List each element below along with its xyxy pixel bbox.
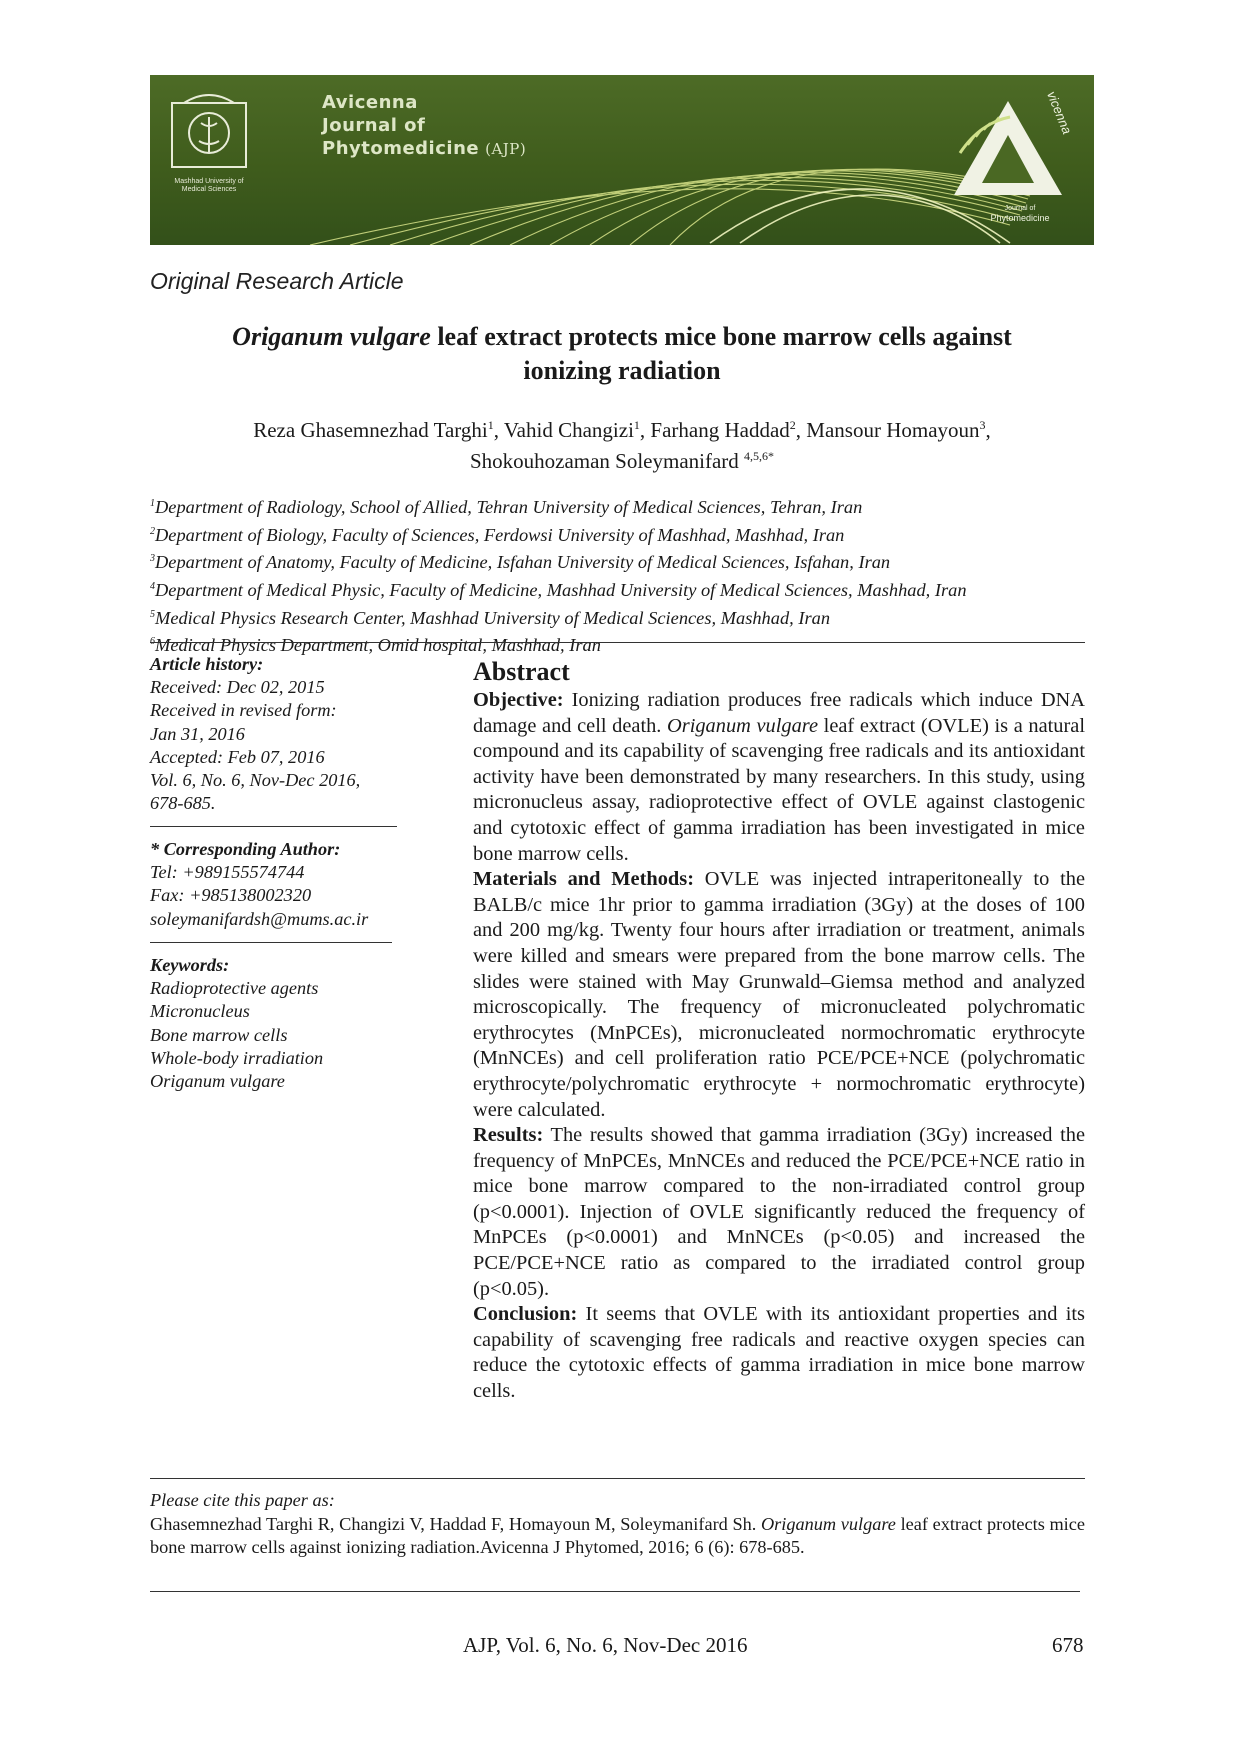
abstract-results xyxy=(473,1123,1085,1302)
journal-name-line3-text: Phytomedicine xyxy=(322,138,480,159)
history-heading: Article history: xyxy=(150,654,264,674)
title-line1-rest: leaf extract protects mice bone marrow cells against xyxy=(430,322,1012,351)
keyword-item: Bone marrow cells xyxy=(150,1024,288,1045)
keywords xyxy=(150,954,415,1093)
abstract-body xyxy=(473,688,1085,1405)
citation-text xyxy=(150,1513,1085,1559)
journal-logo-caption xyxy=(950,205,1090,223)
author-name: , Mansour Homayoun xyxy=(795,418,980,442)
corresponding-heading: * Corresponding Author: xyxy=(150,839,341,859)
abstract-objective xyxy=(473,688,1085,867)
history-line: 678-685. xyxy=(150,793,216,814)
affiliation-text: Department of Anatomy, Faculty of Medicine, Isfahan University of Medical Sciences, Isfahan, Iran xyxy=(155,552,891,573)
objective-label: Objective: xyxy=(473,689,564,711)
keywords-heading: Keywords: xyxy=(150,955,230,975)
author-name: Shokouhozaman Soleymanifard xyxy=(469,449,745,473)
author-name: Reza Ghasemnezhad Targhi xyxy=(253,418,488,442)
affiliation-item xyxy=(150,547,1094,575)
corresponding-author xyxy=(150,838,415,931)
results-text: The results showed that gamma irradiation (3Gy) increased the frequency of MnPCEs, MnNCEs and reduced the PCE/PCE+NCE ratio in mice bone marrow compared to the non-irradiated control group (p<0.0001). Injection of OVLE significantly reduced the frequency of MnPCEs (p<0.0001) and MnNCEs (p<0.05) and increased the PCE/PCE+NCE ratio as compared to the irradiated control group (p<0.05). xyxy=(473,1124,1085,1300)
page-number: 678 xyxy=(1052,1633,1084,1657)
author-name: , Farhang Haddad xyxy=(639,418,790,442)
citation-authors: Ghasemnezhad Targhi R, Changizi V, Haddad F, Homayoun M, Soleymanifard Sh. xyxy=(150,1514,761,1534)
affiliation-number: 3 xyxy=(150,553,155,565)
article-type: Original Research Article xyxy=(150,268,404,294)
journal-logo-arc-text: vicenna xyxy=(1044,89,1075,137)
results-label: Results: xyxy=(473,1124,544,1147)
citation-rest: leaf extract protects mice bone marrow cells against ionizing radiation.Avicenna J Phytomed, 2016; 6 (6): 678-685. xyxy=(150,1514,1085,1557)
citation-species: Origanum vulgare xyxy=(760,1514,896,1534)
methods-text: OVLE was injected intraperitoneally to the BALB/c mice 1hr prior to gamma irradiation (3Gy) at the doses of 100 and 200 mg/kg. Twenty four hours after irradiation or treatment, animals were killed and smears were prepared from the bone marrow cells. The slides were stained with May Grunwald–Giemsa method and analyzed microscopically. The frequency of micronucleated polychromatic erythrocytes (MnPCEs), micronucleated normochromatic erythrocyte (MnNCEs) and cell proliferation ratio PCE/PCE+NCE (polychromatic erythrocyte/polychromatic erythrocyte + normochromatic erythrocyte) were calculated. xyxy=(473,868,1085,1121)
affiliation-number: 1 xyxy=(150,498,155,509)
affiliation-item xyxy=(150,520,1094,548)
author-separator: , xyxy=(985,418,991,442)
affiliation-list xyxy=(150,492,1094,658)
affiliation-text: Department of Medical Physic, Faculty of Medicine, Mashhad University of Medical Sciences, Mashhad, Iran xyxy=(155,580,967,600)
abstract-divider xyxy=(150,1478,1085,1479)
journal-banner xyxy=(150,75,1094,245)
keyword-item: Whole-body irradiation xyxy=(150,1047,324,1068)
abstract-conclusion xyxy=(473,1302,1085,1404)
corresponding-divider xyxy=(150,942,392,943)
journal-logo xyxy=(950,83,1090,233)
affiliation-item xyxy=(150,492,1094,520)
university-label: Mashhad University of Medical Sciences xyxy=(174,178,244,193)
keyword-item: Origanum vulgare xyxy=(150,1071,285,1092)
abstract-methods xyxy=(473,867,1085,1123)
objective-species: Origanum vulgare xyxy=(667,714,819,737)
author-affiliation-marker: 3 xyxy=(979,418,986,432)
affiliation-text: Department of Radiology, School of Allied, Tehran University of Medical Sciences, Tehran, Iran xyxy=(155,497,863,518)
corresponding-line: Tel: +989155574744 xyxy=(150,862,305,883)
affiliation-number: 6 xyxy=(150,636,155,648)
triangle-logo-icon xyxy=(950,83,1090,203)
objective-text-cont: leaf extract (OVLE) is a natural compound and its capability of scavenging free radicals and its antioxidant activity have been demonstrated by many researchers. In this study, using micronucleus assay, radioprotective effect of OVLE against clastogenic and cytotoxic effect of gamma irradiation has been investigated in mice bone marrow cells. xyxy=(473,714,1085,865)
journal-logo-caption-name: Phytomedicine xyxy=(990,213,1050,223)
author-affiliation-marker: 1 xyxy=(633,418,640,432)
journal-name-line3 xyxy=(322,137,526,161)
keyword-item: Radioprotective agents xyxy=(150,978,319,999)
running-footer: AJP, Vol. 6, No. 6, Nov-Dec 2016 xyxy=(463,1633,748,1657)
corresponding-email: soleymanifardsh@mums.ac.ir xyxy=(150,908,369,929)
university-logo xyxy=(168,89,250,199)
journal-abbr: (AJP) xyxy=(485,140,527,158)
history-line: Jan 31, 2016 xyxy=(150,723,245,744)
author-affiliation-marker: 1 xyxy=(487,418,494,432)
methods-label: Materials and Methods: xyxy=(473,868,694,891)
article-history xyxy=(150,653,415,815)
affiliation-item xyxy=(150,603,1094,631)
title-line2: ionizing radiation xyxy=(523,356,721,385)
conclusion-label: Conclusion: xyxy=(473,1303,578,1326)
affiliation-number: 2 xyxy=(150,525,155,537)
header-divider xyxy=(150,642,1085,643)
history-line: Accepted: Feb 07, 2016 xyxy=(150,746,325,767)
journal-name-line2: Journal of xyxy=(322,115,426,136)
history-line: Received: Dec 02, 2015 xyxy=(150,677,325,698)
affiliation-number: 5 xyxy=(150,608,155,620)
author-affiliation-marker: 2 xyxy=(789,418,796,432)
objective-text: Ionizing radiation produces free radicals which induce DNA damage and cell death. xyxy=(473,689,1085,737)
history-line: Received in revised form: xyxy=(150,700,337,721)
journal-name-line1: Avicenna xyxy=(322,92,418,113)
author-list xyxy=(150,412,1094,474)
history-divider xyxy=(150,826,397,827)
citation-label: Please cite this paper as: xyxy=(150,1490,335,1510)
affiliation-number: 4 xyxy=(150,580,155,592)
affiliation-text: Medical Physics Research Center, Mashhad University of Medical Sciences, Mashhad, Iran xyxy=(155,607,831,628)
journal-logo-caption-small: Journal of xyxy=(1004,205,1036,212)
affiliation-item xyxy=(150,575,1094,603)
conclusion-text: It seems that OVLE with its antioxidant properties and its capability of scavenging free radicals and reactive oxygen species can reduce the cytotoxic effects of gamma irradiation in mice bone marrow cells. xyxy=(473,1303,1085,1403)
citation-divider xyxy=(150,1591,1080,1592)
corresponding-line: Fax: +985138002320 xyxy=(150,885,312,906)
affiliation-text: Department of Biology, Faculty of Sciences, Ferdowsi University of Mashhad, Mashhad, Iran xyxy=(155,524,845,545)
affiliation-text: Medical Physics Department, Omid hospital, Mashhad, Iran xyxy=(155,635,601,656)
abstract-heading: Abstract xyxy=(473,657,570,686)
history-line: Vol. 6, No. 6, Nov-Dec 2016, xyxy=(150,770,361,791)
journal-name xyxy=(322,91,526,161)
keyword-item: Micronucleus xyxy=(150,1001,250,1022)
article-title xyxy=(150,320,1094,388)
author-affiliation-marker: 4,5,6* xyxy=(744,449,775,463)
author-name: , Vahid Changizi xyxy=(493,418,634,442)
university-emblem-icon xyxy=(168,89,250,171)
title-species: Origanum vulgare xyxy=(232,322,431,351)
